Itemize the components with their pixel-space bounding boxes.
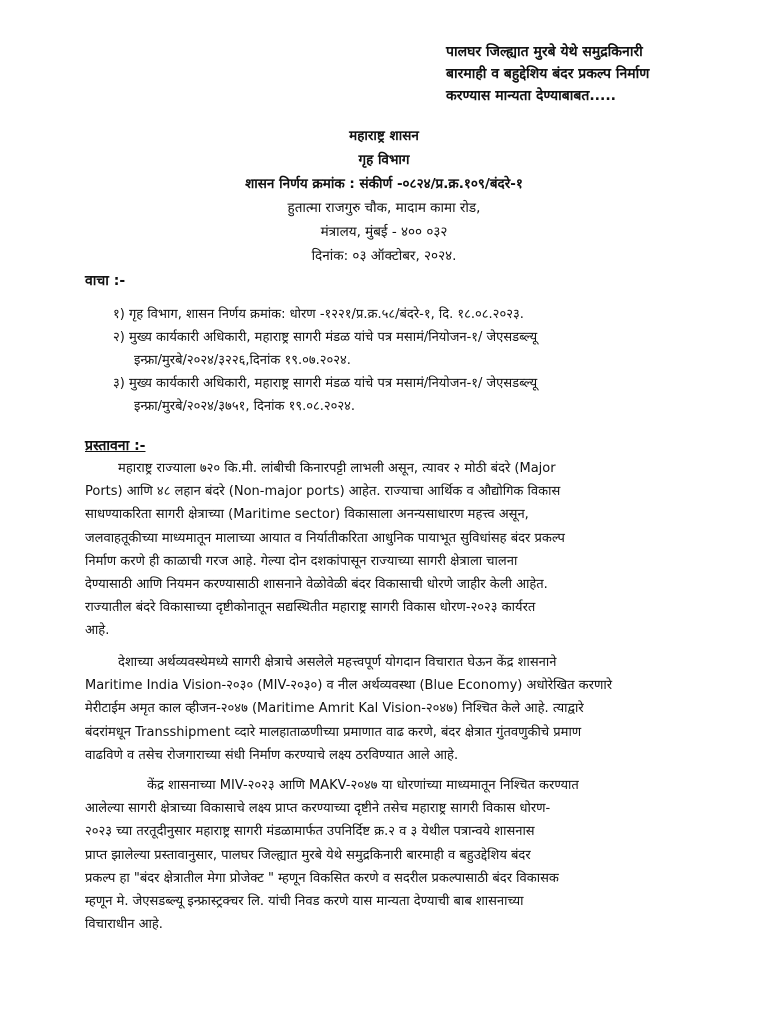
reference-item-2-continuation: इन्फ्रा/मुरबे/२०२४/३२२६,दिनांक १९.०७.२०२४. [134, 353, 351, 368]
paragraph-line: साधण्याकरिता सागरी क्षेत्राच्या (Maritime sector) विकासाला अनन्यसाधारण महत्त्व असून, [85, 507, 529, 523]
reference-item-3-continuation: इन्फ्रा/मुरबे/२०२४/३७५१, दिनांक १९.०८.२०२४. [134, 399, 356, 414]
reference-item-2: २) मुख्य कार्यकारी अधिकारी, महाराष्ट्र सागरी मंडळ यांचे पत्र मसामं/नियोजन-१/ जेएसडब्ल्यू [113, 330, 538, 345]
preface-paragraph-2 [85, 651, 691, 767]
paragraph-line: देण्यासाठी आणि नियमन करण्यासाठी शासनाने वेळोवेळी बंदर विकासाची धोरणे जाहीर केली आहेत. [85, 577, 548, 593]
paragraph-line: बंदरांमधून Transshipment व्दारे मालहाताळणीच्या प्रमाणात वाढ करणे, बंदर क्षेत्रात गुंतवणुकीचे प्रमाण [85, 724, 582, 740]
preface-paragraph-1 [85, 457, 691, 643]
government-name: महाराष्ट्र शासन [349, 128, 419, 144]
paragraph-line: आहे. [85, 623, 110, 639]
reference-item-1: १) गृह विभाग, शासन निर्णय क्रमांक: धोरण -१२२१/प्र.क्र.५८/बंदरे-१, दि. १८.०८.२०२३. [113, 307, 524, 322]
paragraph-line: राज्यातील बंदरे विकासाच्या दृष्टीकोनातून सद्यस्थितीत महाराष्ट्र सागरी विकास धोरण-२०२३ कार्यरत [85, 600, 536, 616]
subject-block [446, 41, 746, 107]
subject-line: पालघर जिल्ह्यात मुरबे येथे समुद्रकिनारी [446, 44, 643, 60]
preface-paragraph-3 [85, 774, 691, 936]
address-line-2: मंत्रालय, मुंबई - ४०० ०३२ [320, 224, 448, 240]
subject-line: करण्यास मान्यता देण्याबाबत..... [446, 88, 616, 104]
references-list [113, 303, 713, 418]
paragraph-line: निर्माण करणे ही काळाची गरज आहे. गेल्या दोन दशकांपासून राज्याच्या सागरी क्षेत्राला चालना [85, 553, 518, 569]
paragraph-line: जलवाहतूकीच्या माध्यमातून मालाच्या आयात व निर्यातीकरिता आधुनिक पायाभूत सुविधांसह बंदर प्रकल्प [85, 530, 565, 546]
paragraph-line: २०२३ च्या तरतूदीनुसार महाराष्ट्र सागरी मंडळामार्फत उपनिर्दिष्ट क्र.२ व ३ येथील पत्रान्वये शासनास [85, 824, 535, 840]
address-line-1: हुतात्मा राजगुरु चौक, मादाम कामा रोड, [287, 200, 481, 216]
document-header [0, 124, 768, 268]
document-date: दिनांक: ०३ ऑक्टोबर, २०२४. [311, 248, 457, 264]
paragraph-line: महाराष्ट्र राज्याला ७२० कि.मी. लांबीची किनारपट्टी लाभली असून, त्यावर २ मोठी बंदरे (Major [85, 461, 556, 476]
paragraph-line: देशाच्या अर्थव्यवस्थेमध्ये सागरी क्षेत्राचे असलेले महत्त्वपूर्ण योगदान विचारात घेऊन केंद्र शासनाने [85, 655, 557, 670]
paragraph-line: केंद्र शासनाच्या MIV-२०२३ आणि MAKV-२०४७ या धोरणांच्या माध्यमातून निश्चित करण्यात [85, 778, 579, 793]
paragraph-line: आलेल्या सागरी क्षेत्राच्या विकासाचे लक्ष्य प्राप्त करण्याच्या दृष्टीने तसेच महाराष्ट्र सागरी विकास धोरण- [85, 801, 551, 817]
department-name: गृह विभाग [358, 152, 410, 168]
paragraph-line: Ports) आणि ४८ लहान बंदरे (Non-major ports) आहेत. राज्याचा आर्थिक व औद्योगिक विकास [85, 484, 561, 500]
paragraph-line: प्रकल्प हा "बंदर क्षेत्रातील मेगा प्रोजेक्ट " म्हणून विकसित करणे व सदरील प्रकल्पासाठी बंदर विकासक [85, 870, 559, 886]
subject-line: बारमाही व बहुद्देशिय बंदर प्रकल्प निर्माण [446, 66, 650, 82]
paragraph-line: म्हणून मे. जेएसडब्ल्यू इन्फ्रास्ट्रक्चर लि. यांची निवड करणे यास मान्यता देण्याची बाब शासनाच्या [85, 894, 524, 910]
paragraph-line: वाढविणे व तसेच रोजगाराच्या संधी निर्माण करण्याचे लक्ष्य ठरविण्यात आले आहे. [85, 747, 459, 763]
paragraph-line: विचाराधीन आहे. [85, 917, 163, 933]
preface-heading: प्रस्तावना :- [85, 438, 146, 454]
paragraph-line: मेरीटाईम अमृत काल व्हीजन-२०४७ (Maritime Amrit Kal Vision-२०४७) निश्चित केले आहे. त्याद्वारे [85, 701, 584, 717]
read-label: वाचा :- [85, 273, 126, 289]
paragraph-line: प्राप्त झालेल्या प्रस्तावानुसार, पालघर जिल्ह्यात मुरबे येथे समुद्रकिनारी बारमाही व बहुउद्देशिय बंदर [85, 847, 531, 863]
gr-number: शासन निर्णय क्रमांक : संकीर्ण -०८२४/प्र.क्र.१०९/बंदरे-१ [245, 176, 523, 192]
paragraph-line: Maritime India Vision-२०३० (MIV-२०३०) व नील अर्थव्यवस्था (Blue Economy) अधोरेखित करणारे [85, 678, 613, 694]
reference-item-3: ३) मुख्य कार्यकारी अधिकारी, महाराष्ट्र सागरी मंडळ यांचे पत्र मसामं/नियोजन-१/ जेएसडब्ल्यू [113, 376, 538, 391]
